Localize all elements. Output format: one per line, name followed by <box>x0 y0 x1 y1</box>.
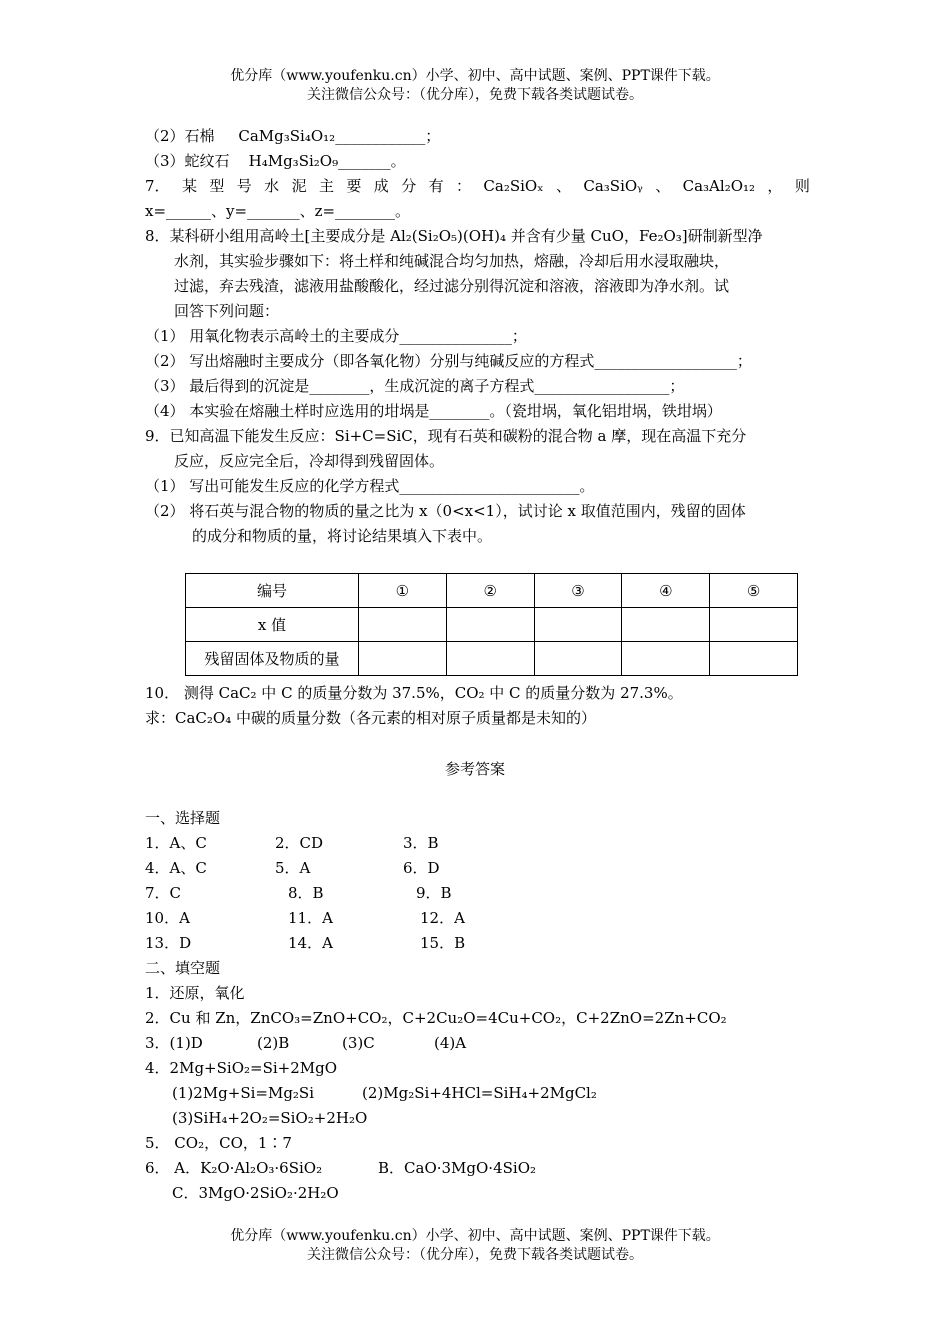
q9-sub-2: （2） 将石英与混合物的物质的量之比为 x（0<x<1），试讨论 x 取值范围内，残留的固体 <box>145 502 746 520</box>
footer-line-2: 关注微信公众号：（优分库），免费下载各类试题试卷。 <box>307 1247 643 1263</box>
table-cell <box>446 642 534 676</box>
table-cell <box>534 608 622 642</box>
q8-line-1: 8．某科研小组用高岭土[主要成分是 Al₂(Si₂O₅)(OH)₄ 并含有少量 CuO，Fe₂O₃]研制新型净 <box>145 227 763 245</box>
mc-answer-row: 10．A 11．A 12．A <box>145 909 465 927</box>
fill-answer-1: 1．还原，氧化 <box>145 984 245 1002</box>
fill-answer-6c: C．3MgO·2SiO₂·2H₂O <box>172 1184 339 1202</box>
answers-section-1: 一、选择题 <box>145 809 221 827</box>
mc-answer-row: 4．A、C 5．A 6．D <box>145 859 440 877</box>
table-cell <box>446 608 534 642</box>
q9-line-1: 9．已知高温下能发生反应：Si+C=SiC，现有石英和碳粉的混合物 a 摩，现在高温下充分 <box>145 427 747 445</box>
mc-answer-row: 7．C 8．B 9．B <box>145 884 452 902</box>
table-header-cell: 编号 <box>186 574 359 608</box>
answers-section-2: 二、填空题 <box>145 959 221 977</box>
table-cell <box>710 642 798 676</box>
q8-sub-2: （2） 写出熔融时主要成分（即各氧化物）分别与纯碱反应的方程式___________________； <box>145 352 752 370</box>
table-cell <box>359 642 447 676</box>
table-row-label: x 值 <box>186 608 359 642</box>
table-cell <box>622 642 710 676</box>
q8-sub-4: （4） 本实验在熔融土样时应选用的坩埚是________。（瓷坩埚，氧化铝坩埚，铁坩埚） <box>145 402 722 420</box>
q9-sub-2-cont: 的成分和物质的量，将讨论结果填入下表中。 <box>192 527 493 545</box>
mc-answer-row: 13．D 14．A 15．B <box>145 934 466 952</box>
q7-line-1: 7． 某 型 号 水 泥 主 要 成 分 有 ： Ca₂SiOₓ 、 Ca₃SiOᵧ 、 Ca₃Al₂O₁₂ ， 则 <box>145 177 810 195</box>
fill-answer-3: 3．(1)D (2)B (3)C (4)A <box>145 1034 467 1052</box>
fill-answer-4-sub-3: (3)SiH₄+2O₂=SiO₂+2H₂O <box>172 1109 368 1127</box>
q8-line-4: 回答下列问题： <box>174 302 280 320</box>
fill-answer-5: 5． CO₂，CO，1∶7 <box>145 1134 292 1152</box>
q6-item-3: （3）蛇纹石 H₄Mg₃Si₂O₉_______。 <box>145 152 406 170</box>
table-row <box>186 608 798 642</box>
q9-sub-1: （1） 写出可能发生反应的化学方程式________________________。 <box>145 477 595 495</box>
q8-line-3: 过滤，弃去残渣，滤液用盐酸酸化，经过滤分别得沉淀和溶液，溶液即为净水剂。试 <box>174 277 730 295</box>
q10-line-2: 求：CaC₂O₄ 中碳的质量分数（各元素的相对原子质量都是未知的） <box>145 709 596 727</box>
table-header-row <box>186 574 798 608</box>
header-line-1: 优分库（www.youfenku.cn）小学、初中、高中试题、案例、PPT课件下载。 <box>230 68 720 84</box>
table-row-label: 残留固体及物质的量 <box>186 642 359 676</box>
q9-result-table <box>185 573 798 676</box>
q10-line-1: 10． 测得 CaC₂ 中 C 的质量分数为 37.5%，CO₂ 中 C 的质量分数为 27.3%。 <box>145 684 683 702</box>
header-line-2: 关注微信公众号：（优分库），免费下载各类试题试卷。 <box>307 87 643 103</box>
fill-answer-4-sub: (1)2Mg+Si=Mg₂Si (2)Mg₂Si+4HCl=SiH₄+2MgCl₂ <box>172 1084 597 1102</box>
q8-line-2: 水剂，其实验步骤如下：将土样和纯碱混合均匀加热，熔融，冷却后用水浸取融块， <box>174 252 730 270</box>
table-cell <box>359 608 447 642</box>
q8-sub-3: （3） 最后得到的沉淀是________，生成沉淀的离子方程式__________________； <box>145 377 685 395</box>
table-cell <box>710 608 798 642</box>
footer-line-1: 优分库（www.youfenku.cn）小学、初中、高中试题、案例、PPT课件下载。 <box>230 1228 720 1244</box>
q7-line-2: x=______、y=_______、z=________。 <box>145 202 411 220</box>
fill-answer-2: 2．Cu 和 Zn，ZnCO₃=ZnO+CO₂，C+2Cu₂O=4Cu+CO₂，C+2ZnO=2Zn+CO₂ <box>145 1009 727 1027</box>
table-cell <box>534 642 622 676</box>
table-header-cell: ② <box>446 574 534 608</box>
q8-sub-1: （1） 用氧化物表示高岭土的主要成分_______________； <box>145 327 527 345</box>
answers-title: 参考答案 <box>444 760 505 778</box>
table-header-cell: ⑤ <box>710 574 798 608</box>
fill-answer-6: 6． A．K₂O·Al₂O₃·6SiO₂ B．CaO·3MgO·4SiO₂ <box>145 1159 537 1177</box>
fill-answer-4: 4．2Mg+SiO₂=Si+2MgO <box>145 1059 338 1077</box>
table-row <box>186 642 798 676</box>
table-header-cell: ③ <box>534 574 622 608</box>
table-cell <box>622 608 710 642</box>
mc-answer-row: 1．A、C 2．CD 3．B <box>145 834 439 852</box>
table-header-cell: ① <box>359 574 447 608</box>
q6-item-2: （2）石棉 CaMg₃Si₄O₁₂____________； <box>145 127 441 145</box>
table-header-cell: ④ <box>622 574 710 608</box>
q9-line-2: 反应，反应完全后，冷却得到残留固体。 <box>174 452 445 470</box>
